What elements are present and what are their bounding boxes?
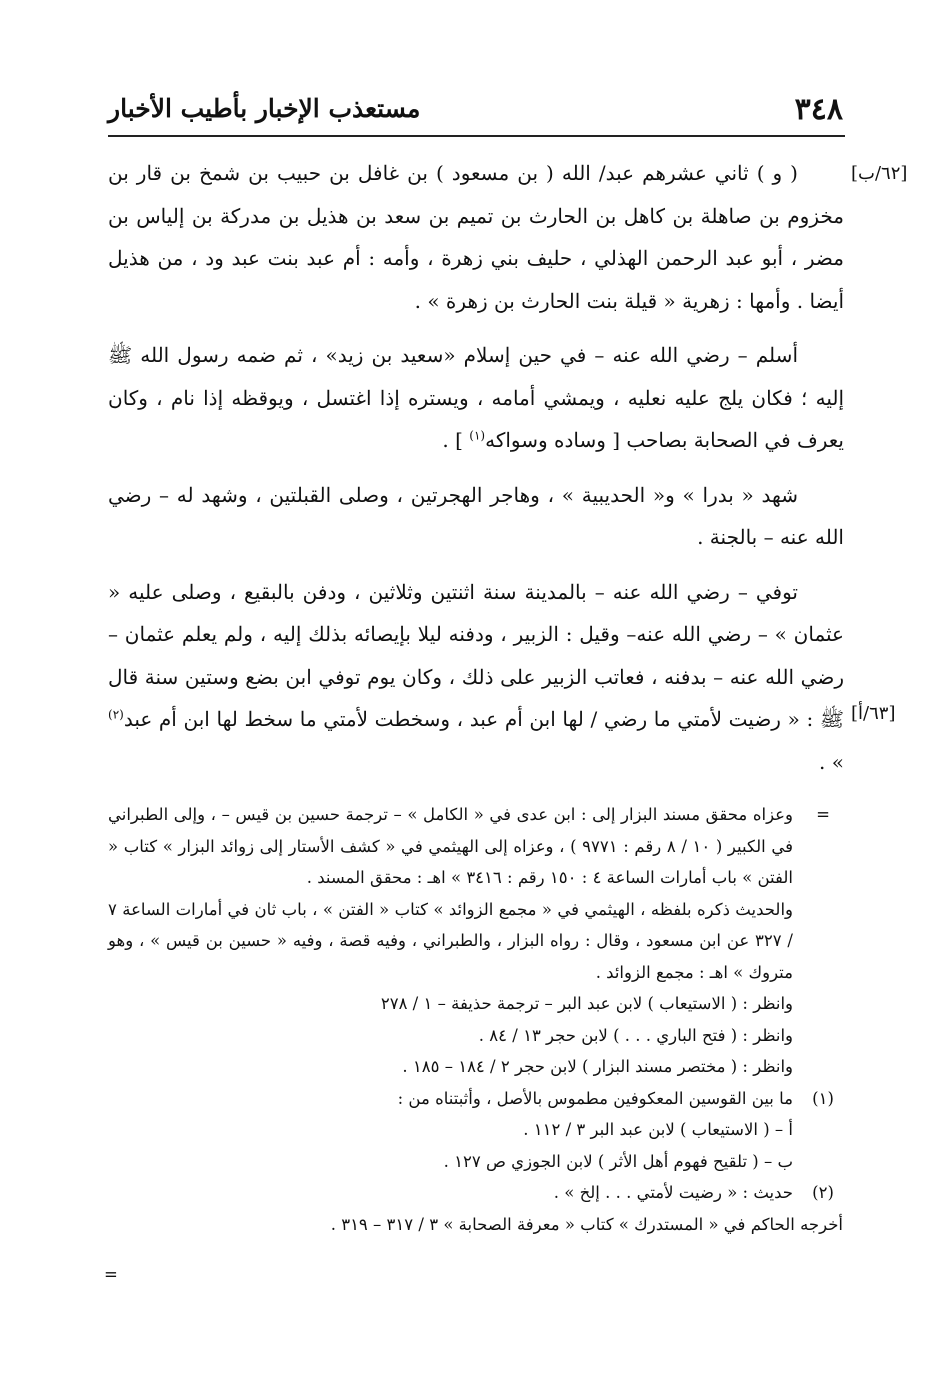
footnote-text: وعزاه محقق مسند البزار إلى : ابن عدى في « الكامل » – ترجمة حسين بن قيس – ، وإلى الطبراني في الكبير ( ١٠ / ٨ رقم : ٩٧٧١ ) ، وعزاه إلى الهيثمي في « كشف الأستار إلى زوائد البزار » كتاب « الفتن » باب أمارات الساعة ٤ : ١٥٠ رقم : ٣٤١٦ » اهـ : محقق المسند .	[108, 805, 793, 887]
footnote-continuation	[108, 799, 843, 1083]
footnote-2	[108, 1177, 843, 1209]
footnote-number: (١)	[812, 1088, 834, 1108]
paragraph-text: أسلم – رضي الله عنه – في حين إسلام «سعيد بن زيد» ، ثم ضمه رسول الله ﷺ إليه ؛ فكان يلج عليه نعليه ، ويمشي أمامه ، ويستره إذا اغتسل ، ويوقظه إذا نام ، وكان يعرف في الصحابة بصاحب [ وساده وسواكه	[108, 343, 844, 452]
footnote-ref: (٢)	[108, 707, 124, 722]
continuation-mark: =	[104, 1265, 118, 1284]
footnote-1	[108, 1083, 843, 1115]
main-text	[108, 152, 844, 795]
footnote-text: ما بين القوسين المعكوفين مطموس بالأصل ، وأثبتناه من :	[397, 1088, 793, 1108]
page-header	[108, 88, 843, 128]
paragraph: شهد « بدرا » و« الحديبية » ، وهاجر الهجرتين ، وصلى القبلتين ، وشهد له – رضي الله عنه – بالجنة .	[108, 482, 844, 549]
footnote-text: أ – ( الاستيعاب ) لابن عبد البر ٣ / ١١٢ .	[523, 1120, 793, 1139]
footnote-number: (٢)	[812, 1183, 834, 1202]
paragraph-text: ] .	[442, 428, 470, 452]
footnote-text: وانظر : ( الاستيعاب ) لابن عبد البر – ترجمة حذيفة – ١ / ٢٧٨	[380, 994, 793, 1013]
footnotes	[108, 799, 843, 1240]
running-title: مستعذب الإخبار بأطيب الأخبار	[108, 94, 421, 123]
paragraph-text: » .	[819, 749, 844, 774]
header-divider	[108, 135, 845, 137]
paragraph	[108, 334, 844, 462]
paragraph	[108, 571, 844, 784]
footnote-text: ب – ( تلقيح فهوم أهل الأثر ) لابن الجوزي ص ١٢٧ .	[443, 1151, 793, 1171]
footnote-text: أخرجه الحاكم في « المستدرك » كتاب « معرفة الصحابة » ٣ / ٣١٧ – ٣١٩ .	[330, 1214, 843, 1234]
margin-folio-note: [٦٣/أ]	[851, 703, 896, 724]
footnote-text: حديث : « رضيت لأمتي . . . إلخ » .	[553, 1183, 793, 1202]
margin-folio-note: [٦٢/ب]	[851, 163, 908, 184]
continuation-mark: =	[816, 805, 830, 824]
page-number: ٣٤٨	[794, 92, 843, 127]
paragraph: ( و ) ثاني عشرهم عبد/ الله ( بن مسعود ) بن غافل بن حبيب بن شمخ بن قار بن مخزوم بن صاهلة بن كاهل بن الحارث بن تميم بن سعد بن هذيل بن مدركة بن إلياس بن مضر ، أبو عبد الرحمن الهذلي ، حليف بني زهرة ، وأمه : أم عبد بنت عبد ود ، من هذيل أيضا . وأمها : زهرية « قيلة بنت الحارث بن زهرة » .	[108, 161, 844, 313]
footnote-text: والحديث ذكره بلفظه ، الهيثمي في « مجمع الزوائد » كتاب « الفتن » ، باب ثان في أمارات الساعة ٧ / ٣٢٧ عن ابن مسعود ، وقال : رواه البزار ، والطبراني ، وفيه قصة ، وفيه « حسين بن قيس » ، وهو متروك » اهـ : مجمع الزوائد .	[108, 899, 793, 982]
footnote-text: وانظر : ( مختصر مسند البزار ) لابن حجر ٢ / ١٨٤ – ١٨٥ .	[402, 1057, 793, 1076]
footnote-ref: (١)	[469, 428, 486, 443]
paragraph-text: توفي – رضي الله عنه – بالمدينة سنة اثنتين وثلاثين ، ودفن بالبقيع ، وصلى عليه « عثمان » – رضي الله عنه– وقيل : الزبير ، ودفنه ليلا بإيصائه بذلك إليه ، ولم يعلم عثمان – رضي الله عنه – بدفنه ، فعاتب الزبير على ذلك ، وكان يوم توفي ابن بضع وستين سنة قال ﷺ : « رضيت لأمتي ما رضي / لها ابن أم عبد ، وسخطت لأمتي ما سخط لها ابن أم عبد	[108, 579, 844, 731]
footnote-text: وانظر : ( فتح الباري . . . ) لابن حجر ١٣ / ٨٤ .	[478, 1025, 793, 1045]
